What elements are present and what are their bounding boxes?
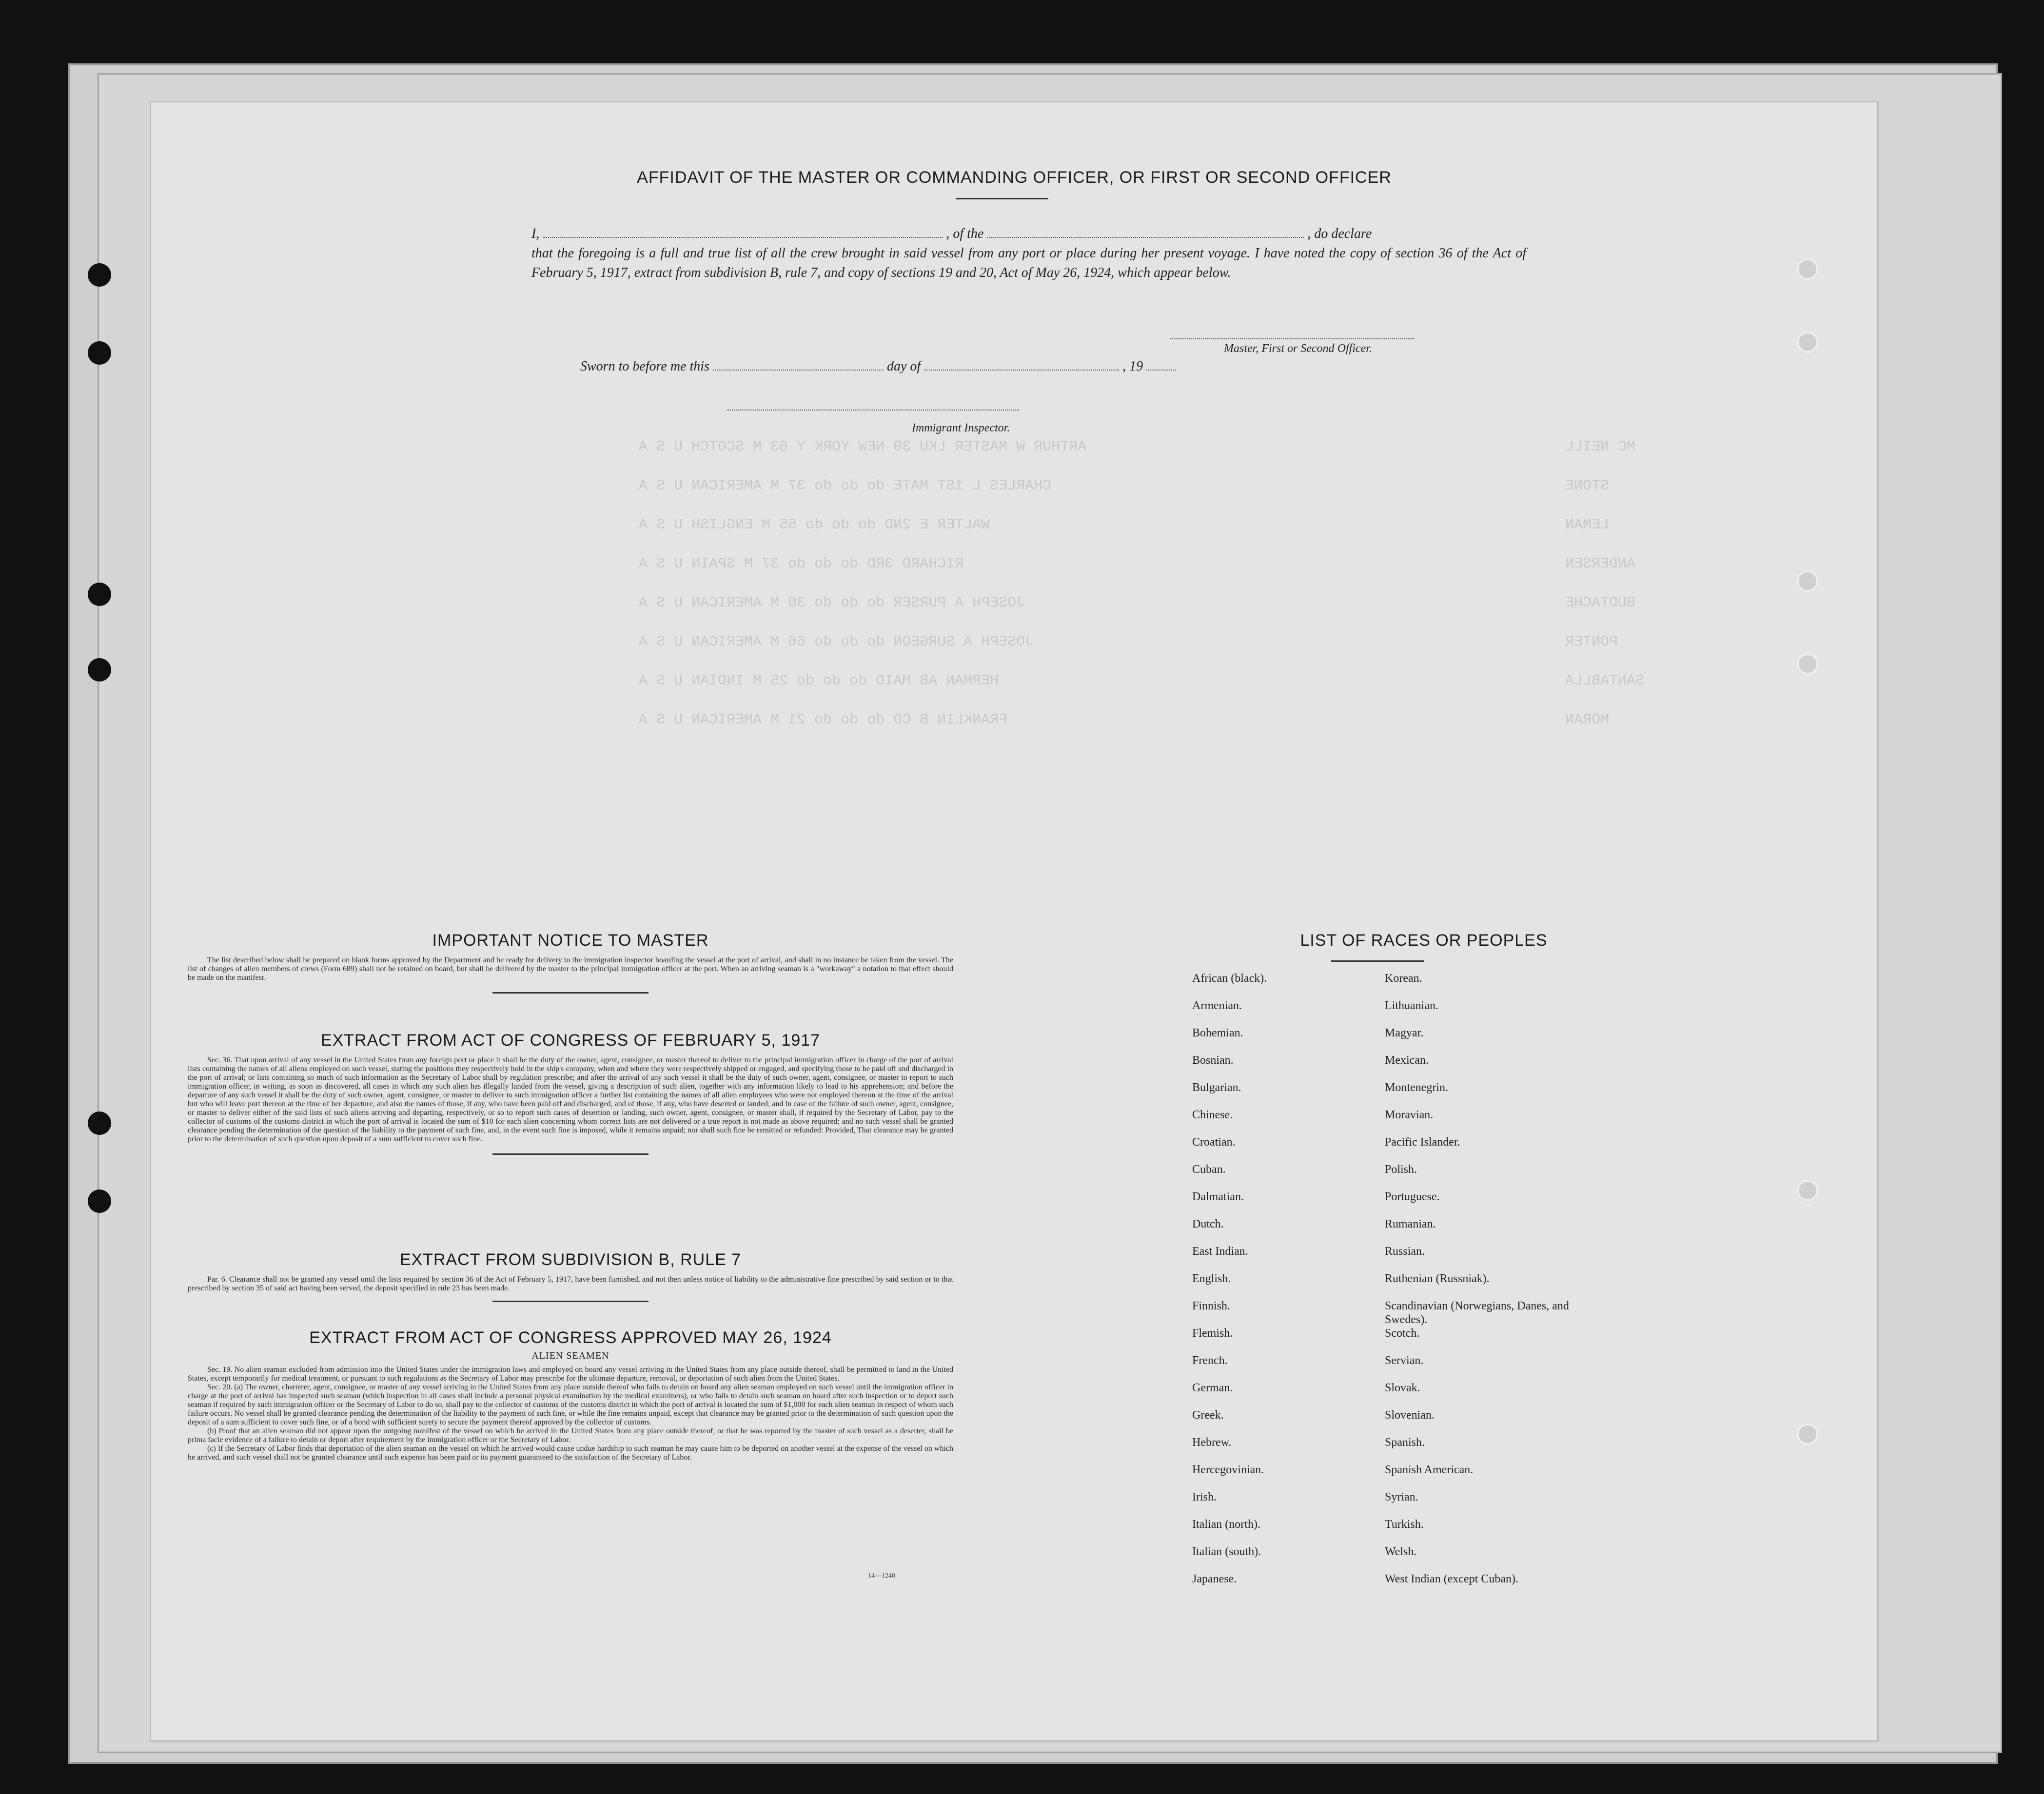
- race-item: Chinese.: [1192, 1109, 1233, 1121]
- section-divider: [492, 1301, 649, 1302]
- punch-ring: [1797, 332, 1818, 353]
- punch-ring: [1797, 1424, 1818, 1445]
- bleed-through-text: BUDTACHE: [1565, 595, 1636, 611]
- races-title: LIST OF RACES OR PEOPLES: [1300, 931, 1548, 950]
- notice-section: [188, 931, 953, 994]
- race-item: Pacific Islander.: [1385, 1136, 1460, 1149]
- races-column-2: [1385, 972, 1590, 1599]
- race-item: Turkish.: [1385, 1518, 1424, 1531]
- race-item: Moravian.: [1385, 1109, 1434, 1121]
- bleed-through-text: SANTABLLA: [1565, 673, 1645, 689]
- notice-title: IMPORTANT NOTICE TO MASTER: [432, 931, 709, 950]
- binder-hole: [88, 263, 111, 287]
- race-item: Rumanian.: [1385, 1218, 1436, 1230]
- vessel-name-field[interactable]: [987, 225, 1304, 238]
- race-item: Slovenian.: [1385, 1409, 1435, 1422]
- master-signature-field[interactable]: [1170, 338, 1414, 339]
- declare-label: , do declare: [1307, 226, 1372, 241]
- binder-hole: [88, 583, 111, 606]
- race-item: Polish.: [1385, 1163, 1417, 1176]
- declarant-prefix: I,: [531, 226, 540, 241]
- race-item: Bohemian.: [1192, 1027, 1243, 1039]
- sworn-label: Sworn to before me this: [580, 359, 709, 374]
- race-item: Armenian.: [1192, 999, 1242, 1012]
- race-item: Slovak.: [1385, 1382, 1420, 1394]
- extract-1924-section: [188, 1328, 953, 1462]
- race-item: Italian (south).: [1192, 1545, 1261, 1558]
- extract-1917-title: EXTRACT FROM ACT OF CONGRESS OF FEBRUARY 5, 1917: [320, 1031, 821, 1050]
- sworn-line: [580, 358, 1176, 374]
- race-item: East Indian.: [1192, 1245, 1248, 1258]
- race-item: Irish.: [1192, 1491, 1217, 1503]
- affidavit-block: [531, 224, 1526, 283]
- race-item: Mexican.: [1385, 1054, 1429, 1067]
- race-item: Hercegovinian.: [1192, 1463, 1264, 1476]
- sec19-text: Sec. 19. No alien seaman excluded from admission into the United States under the immigration laws and employed on board any vessel arriving in the United States from any place outside thereof, shall be permitted to land in the United States, except temporarily for medical treatment, or pursuant to such regulations as the Secretary of Labor may prescribe for the ultimate departure, removal, or deportation of such alien from the United States.: [188, 1365, 953, 1383]
- sworn-year-field[interactable]: [1146, 358, 1176, 370]
- bleed-through-text: FRANKLIN B CD do do do 21 M AMERICAN U S A: [639, 712, 1008, 728]
- sec20a-text: Sec. 20. (a) The owner, charterer, agent, consignee, or master of any vessel arriving in the United States from any place outside thereof who fails to detain on board any alien seaman employed on such vessel until the immigration officer in charge at the port of arrival has inspected such seaman (which inspection in all cases shall include a personal physical examination by the medical examiners), or who fails to detain such seaman on board after such inspection or to deport such seaman if required by such immigration officer or the Secretary of Labor to do so, shall pay to the collector of customs of the customs district in which the port of arrival is located the sum of $1,000 for each alien seaman in respect of whom such failure occurs. No vessel shall be granted clearance pending the determination of the liability to the payment of such fine, or while the fine remains unpaid, except that clearance may be granted prior to the determination of such question upon the deposit of a sum sufficient to cover such fine, or of a bond with sufficient surety to secure the payment thereof approved by the collector of customs.: [188, 1383, 953, 1426]
- race-item: Syrian.: [1385, 1491, 1418, 1503]
- race-item: Lithuanian.: [1385, 999, 1438, 1012]
- day-of-label: day of: [886, 359, 921, 374]
- declarant-name-field[interactable]: [543, 225, 943, 238]
- section-divider: [492, 992, 649, 994]
- bleed-through-text: PONTER: [1565, 634, 1618, 650]
- master-caption: Master, First or Second Officer.: [1224, 342, 1372, 355]
- year-label: , 19: [1122, 359, 1143, 374]
- rule7-title: EXTRACT FROM SUBDIVISION B, RULE 7: [399, 1250, 742, 1269]
- bleed-through-text: LEMAN: [1565, 517, 1610, 533]
- declaration-line: [531, 224, 1526, 244]
- punch-ring: [1797, 653, 1818, 675]
- punch-ring: [1797, 258, 1818, 280]
- bleed-through-text: CHARLES L 1ST MATE do do do 37 M AMERICAN U S A: [639, 478, 1052, 494]
- bleed-through-text: JOSEPH A PURSER do do do 30 M AMERICAN U S A: [639, 595, 1025, 611]
- vessel-label: , of the: [946, 226, 984, 241]
- race-item: Ruthenian (Russniak).: [1385, 1272, 1490, 1285]
- race-item: African (black).: [1192, 972, 1267, 985]
- bleed-through-text: STONE: [1565, 478, 1610, 494]
- affidavit-title: AFFIDAVIT OF THE MASTER OR COMMANDING OFFICER, OR FIRST OR SECOND OFFICER: [637, 168, 1392, 187]
- binder-hole: [88, 658, 111, 682]
- section-divider: [492, 1153, 649, 1155]
- race-item: Finnish.: [1192, 1300, 1231, 1312]
- bleed-through-text: RICHARD 3RD do do do 37 M SPAIN U S A: [639, 556, 964, 572]
- sec20c-text: (c) If the Secretary of Labor finds that deportation of the alien seaman on the vessel on which he arrived would cause undue hardship to such seaman he may cause him to be deported on another vessel at the expense of the vessel on which he arrived, and such vessel shall not be granted clearance until such expense has been paid or its payment guaranteed to the satisfaction of the Secretary of Labor.: [188, 1444, 953, 1462]
- races-title-rule: [1331, 960, 1424, 962]
- race-item: Servian.: [1385, 1354, 1424, 1367]
- race-item: Dutch.: [1192, 1218, 1224, 1230]
- race-item: Scandinavian (Norwegians, Danes, and Swedes).: [1385, 1300, 1569, 1326]
- race-item: Spanish American.: [1385, 1463, 1474, 1476]
- alien-seamen-subtitle: ALIEN SEAMEN: [531, 1350, 609, 1361]
- race-item: Croatian.: [1192, 1136, 1236, 1149]
- race-item: Bosnian.: [1192, 1054, 1234, 1067]
- race-item: Montenegrin.: [1385, 1081, 1448, 1094]
- declaration-body: that the foregoing is a full and true list of all the crew brought in said vessel from any port or place during her present voyage. I have noted the copy of section 36 of the Act of February 5, 1917, extract from subdivision B, rule 7, and copy of sections 19 and 20, Act of May 26, 1924, which appear below.: [531, 246, 1526, 280]
- race-item: West Indian (except Cuban).: [1385, 1573, 1518, 1585]
- title-rule: [956, 198, 1048, 199]
- bleed-through-text: MC NEILL: [1565, 439, 1636, 455]
- inspector-caption: Immigrant Inspector.: [912, 422, 1010, 434]
- rule7-text: Par. 6. Clearance shall not be granted any vessel until the lists required by section 36 of the Act of February 5, 1917, have been furnished, and not then unless notice of liability to the administrative fine prescribed by said section or to that prescribed by section 35 of said act having been served, the deposit specified in rule 23 has been made.: [188, 1275, 953, 1292]
- race-item: German.: [1192, 1382, 1233, 1394]
- race-item: Korean.: [1385, 972, 1422, 985]
- bleed-through-text: ARTHUR W MASTER LKU 30 NEW YORK Y 63 M SCOTCH U S A: [639, 439, 1087, 455]
- binder-hole: [88, 341, 111, 365]
- races-column-1: [1192, 972, 1267, 1599]
- race-item: Dalmatian.: [1192, 1190, 1244, 1203]
- binder-hole: [88, 1190, 111, 1213]
- race-item: French.: [1192, 1354, 1228, 1367]
- race-item: Scotch.: [1385, 1327, 1420, 1340]
- race-item: Hebrew.: [1192, 1436, 1232, 1449]
- bleed-through-text: HERMAN AB MAID do do do 25 M INDIAN U S A: [639, 673, 999, 689]
- bleed-through-text: MORAN: [1565, 712, 1610, 728]
- race-item: Russian.: [1385, 1245, 1425, 1258]
- sworn-day-field[interactable]: [713, 358, 884, 370]
- bleed-through-text: ANDERSEN: [1565, 556, 1636, 572]
- rule7-section: [188, 1250, 953, 1302]
- notice-text: The list described below shall be prepared on blank forms approved by the Department and be ready for delivery to the immigration inspector boarding the vessel at the port of arrival, and shall in no instance be taken from the vessel. The list of changes of alien members of crews (Form 689) shall not be retained on board, but shall be delivered by the master to the principal immigration officer at the port. When an arriving seaman is a "workaway" a notation to that effect should be made on the manifest.: [188, 956, 953, 982]
- race-item: Japanese.: [1192, 1573, 1237, 1585]
- binder-hole: [88, 1112, 111, 1135]
- race-item: Bulgarian.: [1192, 1081, 1241, 1094]
- sec20b-text: (b) Proof that an alien seaman did not appear upon the outgoing manifest of the vessel on which he arrived in the United States from any place outside thereof, or that he was reported by the master of such vessel as a deserter, shall be prima facie evidence of a failure to detain or deport after requirement by the immigration officer or the Secretary of Labor.: [188, 1427, 953, 1444]
- race-item: Cuban.: [1192, 1163, 1226, 1176]
- race-item: Magyar.: [1385, 1027, 1424, 1039]
- extract-1917-text: Sec. 36. That upon arrival of any vessel in the United States from any foreign port or place it shall be the duty of the owner, agent, consignee, or master thereof to deliver to the principal immigration officer in charge of the port of arrival lists containing the names of all aliens employed on such vessel, stating the positions they respectively hold in the ship's company, when and where they were respectively shipped or engaged, and specifying those to be paid off and discharged in the port of arrival; or lists containing so much of such information as the Secretary of Labor shall by regulation prescribe; and after the arrival of any such vessel it shall be the duty of such owner, agent, consignee, or master to report to such immigration officer, in writing, as soon as discovered, all cases in which any such alien has illegally landed from the vessel, giving a description of such alien, together with any information likely to lead to his apprehension; and before the departure of any such vessel it shall be the duty of such owner, agent, consignee, or master to deliver to such immigration officer a further list containing the names of all alien employees who were not employed thereon at the time of the arrival but who will leave port thereon at the time of her departure, and also the names of those, if any, who have been paid off and discharged, and of those, if any, who have deserted or landed; and in case of the failure of such owner, agent, consignee, or master to deliver either of the said lists of such aliens arriving and departing, respectively, or so to report such cases of desertion or landing, such owner, agent, consignee, or master shall, if required by the Secretary of Labor, pay to the collector of customs of the customs district in which the port of arrival is located the sum of $10 for each alien concerning whom correct lists are not delivered or a true report is not made as above required; and no such vessel shall be granted clearance pending the determination of the question of the liability to the payment of such fine, and, in the event such fine is imposed, while it remains unpaid; nor shall such fine be remitted or refunded: Provided, That clearance may be granted prior to the determination of such question upon deposit of a sum sufficient to cover such fine.: [188, 1056, 953, 1143]
- race-item: Flemish.: [1192, 1327, 1233, 1340]
- extract-1917-section: [188, 1031, 953, 1155]
- punch-ring: [1797, 570, 1818, 592]
- race-item: English.: [1192, 1272, 1231, 1285]
- race-item: Portuguese.: [1385, 1190, 1440, 1203]
- punch-ring: [1797, 1180, 1818, 1201]
- sworn-month-field[interactable]: [924, 358, 1119, 370]
- race-item: Spanish.: [1385, 1436, 1425, 1449]
- extract-1924-title: EXTRACT FROM ACT OF CONGRESS APPROVED MAY 26, 1924: [309, 1328, 832, 1347]
- race-item: Italian (north).: [1192, 1518, 1260, 1531]
- form-number: 14—1240: [868, 1572, 895, 1580]
- bleed-through-text: WALTER E 2ND do do do 55 M ENGLISH U S A: [639, 517, 990, 533]
- manifest-page: [151, 102, 1877, 1740]
- race-item: Greek.: [1192, 1409, 1224, 1422]
- bleed-through-text: JOSEPH A SURGEON do do do 66 M AMERICAN U S A: [639, 634, 1034, 650]
- race-item: Welsh.: [1385, 1545, 1417, 1558]
